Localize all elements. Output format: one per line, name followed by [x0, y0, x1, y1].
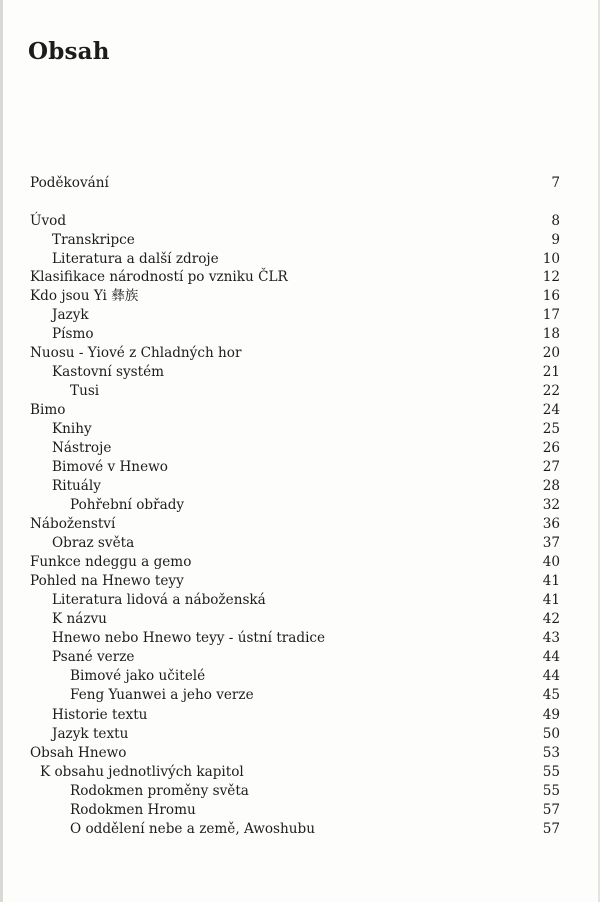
toc-entry-page: 32: [542, 497, 560, 513]
toc-entry-title: Nástroje: [52, 440, 112, 456]
toc-entry[interactable]: [0, 782, 600, 801]
toc-entry-title: Bimové jako učitelé: [70, 668, 206, 684]
toc-entry-title: Literatura a další zdroje: [52, 251, 219, 267]
toc-entry-page: 43: [542, 630, 560, 646]
toc-entry[interactable]: [0, 231, 600, 250]
toc-entry-page: 45: [542, 687, 560, 703]
toc-entry-page: 25: [542, 421, 560, 437]
toc-entry-title: Rodokmen Hromu: [70, 802, 196, 818]
toc-entry-page: 36: [542, 516, 560, 532]
toc-entry-page: 57: [542, 821, 560, 837]
toc-entry-title: Úvod: [30, 213, 67, 229]
toc-entry-title: Obraz světa: [52, 535, 135, 551]
toc-entry-page: 12: [542, 269, 560, 285]
toc-entry-page: 24: [542, 402, 560, 418]
toc-entry-page: 9: [551, 232, 560, 248]
toc-entry[interactable]: [0, 629, 600, 648]
toc-entry[interactable]: [0, 287, 600, 306]
toc-entry-title: Obsah Hnewo: [30, 745, 127, 761]
toc-entry[interactable]: [0, 363, 600, 382]
toc-entry-title: Nuosu - Yiové z Chladných hor: [30, 345, 242, 361]
toc-entry[interactable]: [0, 706, 600, 725]
toc-entry-page: 41: [542, 573, 560, 589]
toc-entry-title: Rituály: [52, 478, 101, 494]
toc-entry-title: Písmo: [52, 326, 94, 342]
toc-entry[interactable]: [0, 820, 600, 839]
toc-entry-page: 27: [542, 459, 560, 475]
toc-entry-page: 8: [551, 213, 560, 229]
toc-entry-title: K obsahu jednotlivých kapitol: [40, 764, 244, 780]
toc-entry[interactable]: [0, 553, 600, 572]
toc-entry-page: 20: [542, 345, 560, 361]
toc-entry[interactable]: [0, 591, 600, 610]
toc-entry[interactable]: [0, 439, 600, 458]
toc-entry-title: Poděkování: [30, 175, 109, 191]
toc-entry-page: 49: [542, 707, 560, 723]
toc-entry[interactable]: [0, 306, 600, 325]
toc-entry-page: 50: [542, 726, 560, 742]
toc-entry-page: 22: [542, 383, 560, 399]
toc-entry[interactable]: [0, 250, 600, 269]
toc-entry-page: 42: [542, 611, 560, 627]
toc-entry-page: 7: [551, 175, 560, 191]
toc-entry-title: Hnewo nebo Hnewo teyy - ústní tradice: [52, 630, 326, 646]
toc-entry-page: 21: [542, 364, 560, 380]
toc-entry-title: Transkripce: [52, 232, 135, 248]
toc-entry-title: Rodokmen proměny světa: [70, 783, 249, 799]
toc-entry-page: 17: [542, 307, 560, 323]
toc-entry-title: Bimo: [30, 402, 66, 418]
toc-entry-page: 41: [542, 592, 560, 608]
toc-entry[interactable]: [0, 420, 600, 439]
toc-entry[interactable]: [0, 382, 600, 401]
toc-entry[interactable]: [0, 344, 600, 363]
toc-entry-page: 26: [542, 440, 560, 456]
toc-entry[interactable]: [0, 534, 600, 553]
toc-entry-title: Literatura lidová a náboženská: [52, 592, 266, 608]
toc-entry-title: Kastovní systém: [52, 364, 165, 380]
toc-entry[interactable]: [0, 667, 600, 686]
toc-entry-title: Jazyk: [52, 307, 89, 323]
toc-entry[interactable]: [0, 212, 600, 231]
toc-entry-title: Feng Yuanwei a jeho verze: [70, 687, 254, 703]
page-title: Obsah: [28, 38, 110, 65]
toc-entry-page: 55: [542, 764, 560, 780]
toc-entry-title: Jazyk textu: [52, 726, 129, 742]
toc-entry-title: Funkce ndeggu a gemo: [30, 554, 192, 570]
toc-entry-title: Psané verze: [52, 649, 135, 665]
toc-entry-page: 40: [542, 554, 560, 570]
toc-entry[interactable]: [0, 458, 600, 477]
toc-entry[interactable]: [0, 610, 600, 629]
toc-entry[interactable]: [0, 763, 600, 782]
toc-entry-page: 57: [542, 802, 560, 818]
toc-entry-title: K názvu: [52, 611, 107, 627]
toc-entry-title: O oddělení nebe a země, Awoshubu: [70, 821, 315, 837]
toc-entry-title: Tusi: [70, 383, 100, 399]
toc-entry[interactable]: [0, 174, 600, 193]
toc-entry-page: 44: [542, 649, 560, 665]
toc-entry-title: Bimové v Hnewo: [52, 459, 168, 475]
toc-entry-title: Pohřební obřady: [70, 497, 185, 513]
toc-entry[interactable]: [0, 744, 600, 763]
toc-entry-title: Kdo jsou Yi 彝族: [30, 288, 139, 304]
toc-entry[interactable]: [0, 515, 600, 534]
toc-entry[interactable]: [0, 325, 600, 344]
toc-entry-page: 55: [542, 783, 560, 799]
toc-entry-page: 44: [542, 668, 560, 684]
toc-entry[interactable]: [0, 686, 600, 705]
toc-entry-page: 37: [542, 535, 560, 551]
toc-entry[interactable]: [0, 401, 600, 420]
toc-entry-page: 10: [542, 251, 560, 267]
toc-entry-page: 28: [542, 478, 560, 494]
toc-entry[interactable]: [0, 496, 600, 515]
toc-entry[interactable]: [0, 725, 600, 744]
toc-entry-title: Pohled na Hnewo teyy: [30, 573, 184, 589]
toc-entry[interactable]: [0, 801, 600, 820]
toc-entry-page: 53: [542, 745, 560, 761]
toc-entry[interactable]: [0, 648, 600, 667]
toc-entry[interactable]: [0, 572, 600, 591]
toc-entry[interactable]: [0, 477, 600, 496]
toc-entry-title: Klasifikace národností po vzniku ČLR: [30, 269, 288, 285]
toc-entry-title: Náboženství: [30, 516, 116, 532]
toc-entry-title: Historie textu: [52, 707, 148, 723]
toc-entry-page: 18: [542, 326, 560, 342]
toc-entry[interactable]: [0, 268, 600, 287]
toc-entry-title: Knihy: [52, 421, 92, 437]
toc-entry-page: 16: [542, 288, 560, 304]
